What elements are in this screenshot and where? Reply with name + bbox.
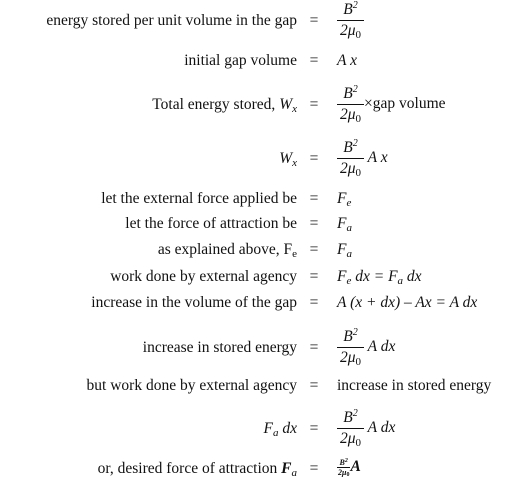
equals-sign: =	[309, 12, 319, 29]
fraction-b2-over-2mu0: $\frac{B^2}{2\mu_0}$	[337, 408, 364, 449]
fraction-b2-over-2mu0: $\frac{B^2}{2\mu_0}$	[337, 84, 364, 125]
row-value-tail: A x	[364, 149, 388, 167]
row-label: increase in stored energy	[142, 339, 297, 356]
row-label: increase in the volume of the gap	[91, 294, 297, 311]
equals-sign: =	[309, 377, 319, 394]
row-value	[337, 84, 446, 125]
row-value	[337, 327, 395, 368]
row-value-tail: ×gap volume	[364, 95, 446, 113]
row-value	[337, 458, 361, 477]
equals-sign: =	[309, 190, 319, 207]
equals-sign: =	[309, 294, 319, 311]
row-value: increase in stored energy	[337, 377, 492, 394]
row-value: $F_e$ dx = $F_a$ dx	[337, 268, 422, 287]
row-label: energy stored per unit volume in the gap	[46, 12, 297, 29]
row-label: initial gap volume	[184, 52, 297, 69]
equals-sign: =	[309, 339, 319, 356]
row-value: $F_a$	[337, 215, 352, 234]
fraction-b2-over-2mu0	[337, 0, 364, 41]
row-label: let the force of attraction be	[125, 215, 297, 232]
fraction-numerator-exponent: 2	[352, 0, 358, 11]
equals-sign: =	[309, 215, 319, 232]
row-value-tail: A dx	[364, 338, 396, 356]
row-value: $F_e$	[337, 190, 352, 209]
equals-sign: =	[309, 268, 319, 285]
row-value-tail: A	[350, 458, 361, 476]
equals-sign: =	[309, 241, 319, 258]
row-value: $F_a$	[337, 241, 352, 260]
row-label: or, desired force of attraction $F_a$	[97, 460, 297, 479]
equals-sign: =	[309, 420, 319, 437]
row-value	[337, 408, 395, 449]
equals-sign: =	[309, 96, 319, 113]
row-label: as explained above, $F_e$	[157, 241, 297, 260]
row-label: work done by external agency	[110, 268, 297, 285]
row-label: Total energy stored, $W_x$	[152, 96, 297, 115]
fraction-b2-over-2mu0: $\frac{B^2}{2\mu_0}$	[337, 327, 364, 368]
fraction-denominator: 2μ	[340, 22, 356, 39]
row-label: but work done by external agency	[86, 377, 297, 394]
row-value: A (x + dx) – Ax = A dx	[337, 294, 478, 311]
row-value: A x	[337, 52, 357, 69]
row-label: let the external force applied be	[101, 190, 297, 207]
equals-sign: =	[309, 150, 319, 167]
fraction-denominator-subscript: 0	[355, 29, 362, 41]
fraction-numerator: B	[343, 1, 353, 18]
fraction-b2-over-2mu0-small: $\frac{B^2}{2\mu_0}$	[338, 458, 350, 478]
row-label: $F_a$ dx	[263, 420, 297, 439]
row-label: $W_x$	[279, 150, 297, 169]
row-value-tail: A dx	[364, 419, 396, 437]
equals-sign: =	[309, 52, 319, 69]
row-value	[337, 138, 388, 179]
row-value	[337, 0, 364, 41]
equals-sign: =	[309, 460, 319, 477]
fraction-b2-over-2mu0: $\frac{B^2}{2\mu_0}$	[337, 138, 364, 179]
